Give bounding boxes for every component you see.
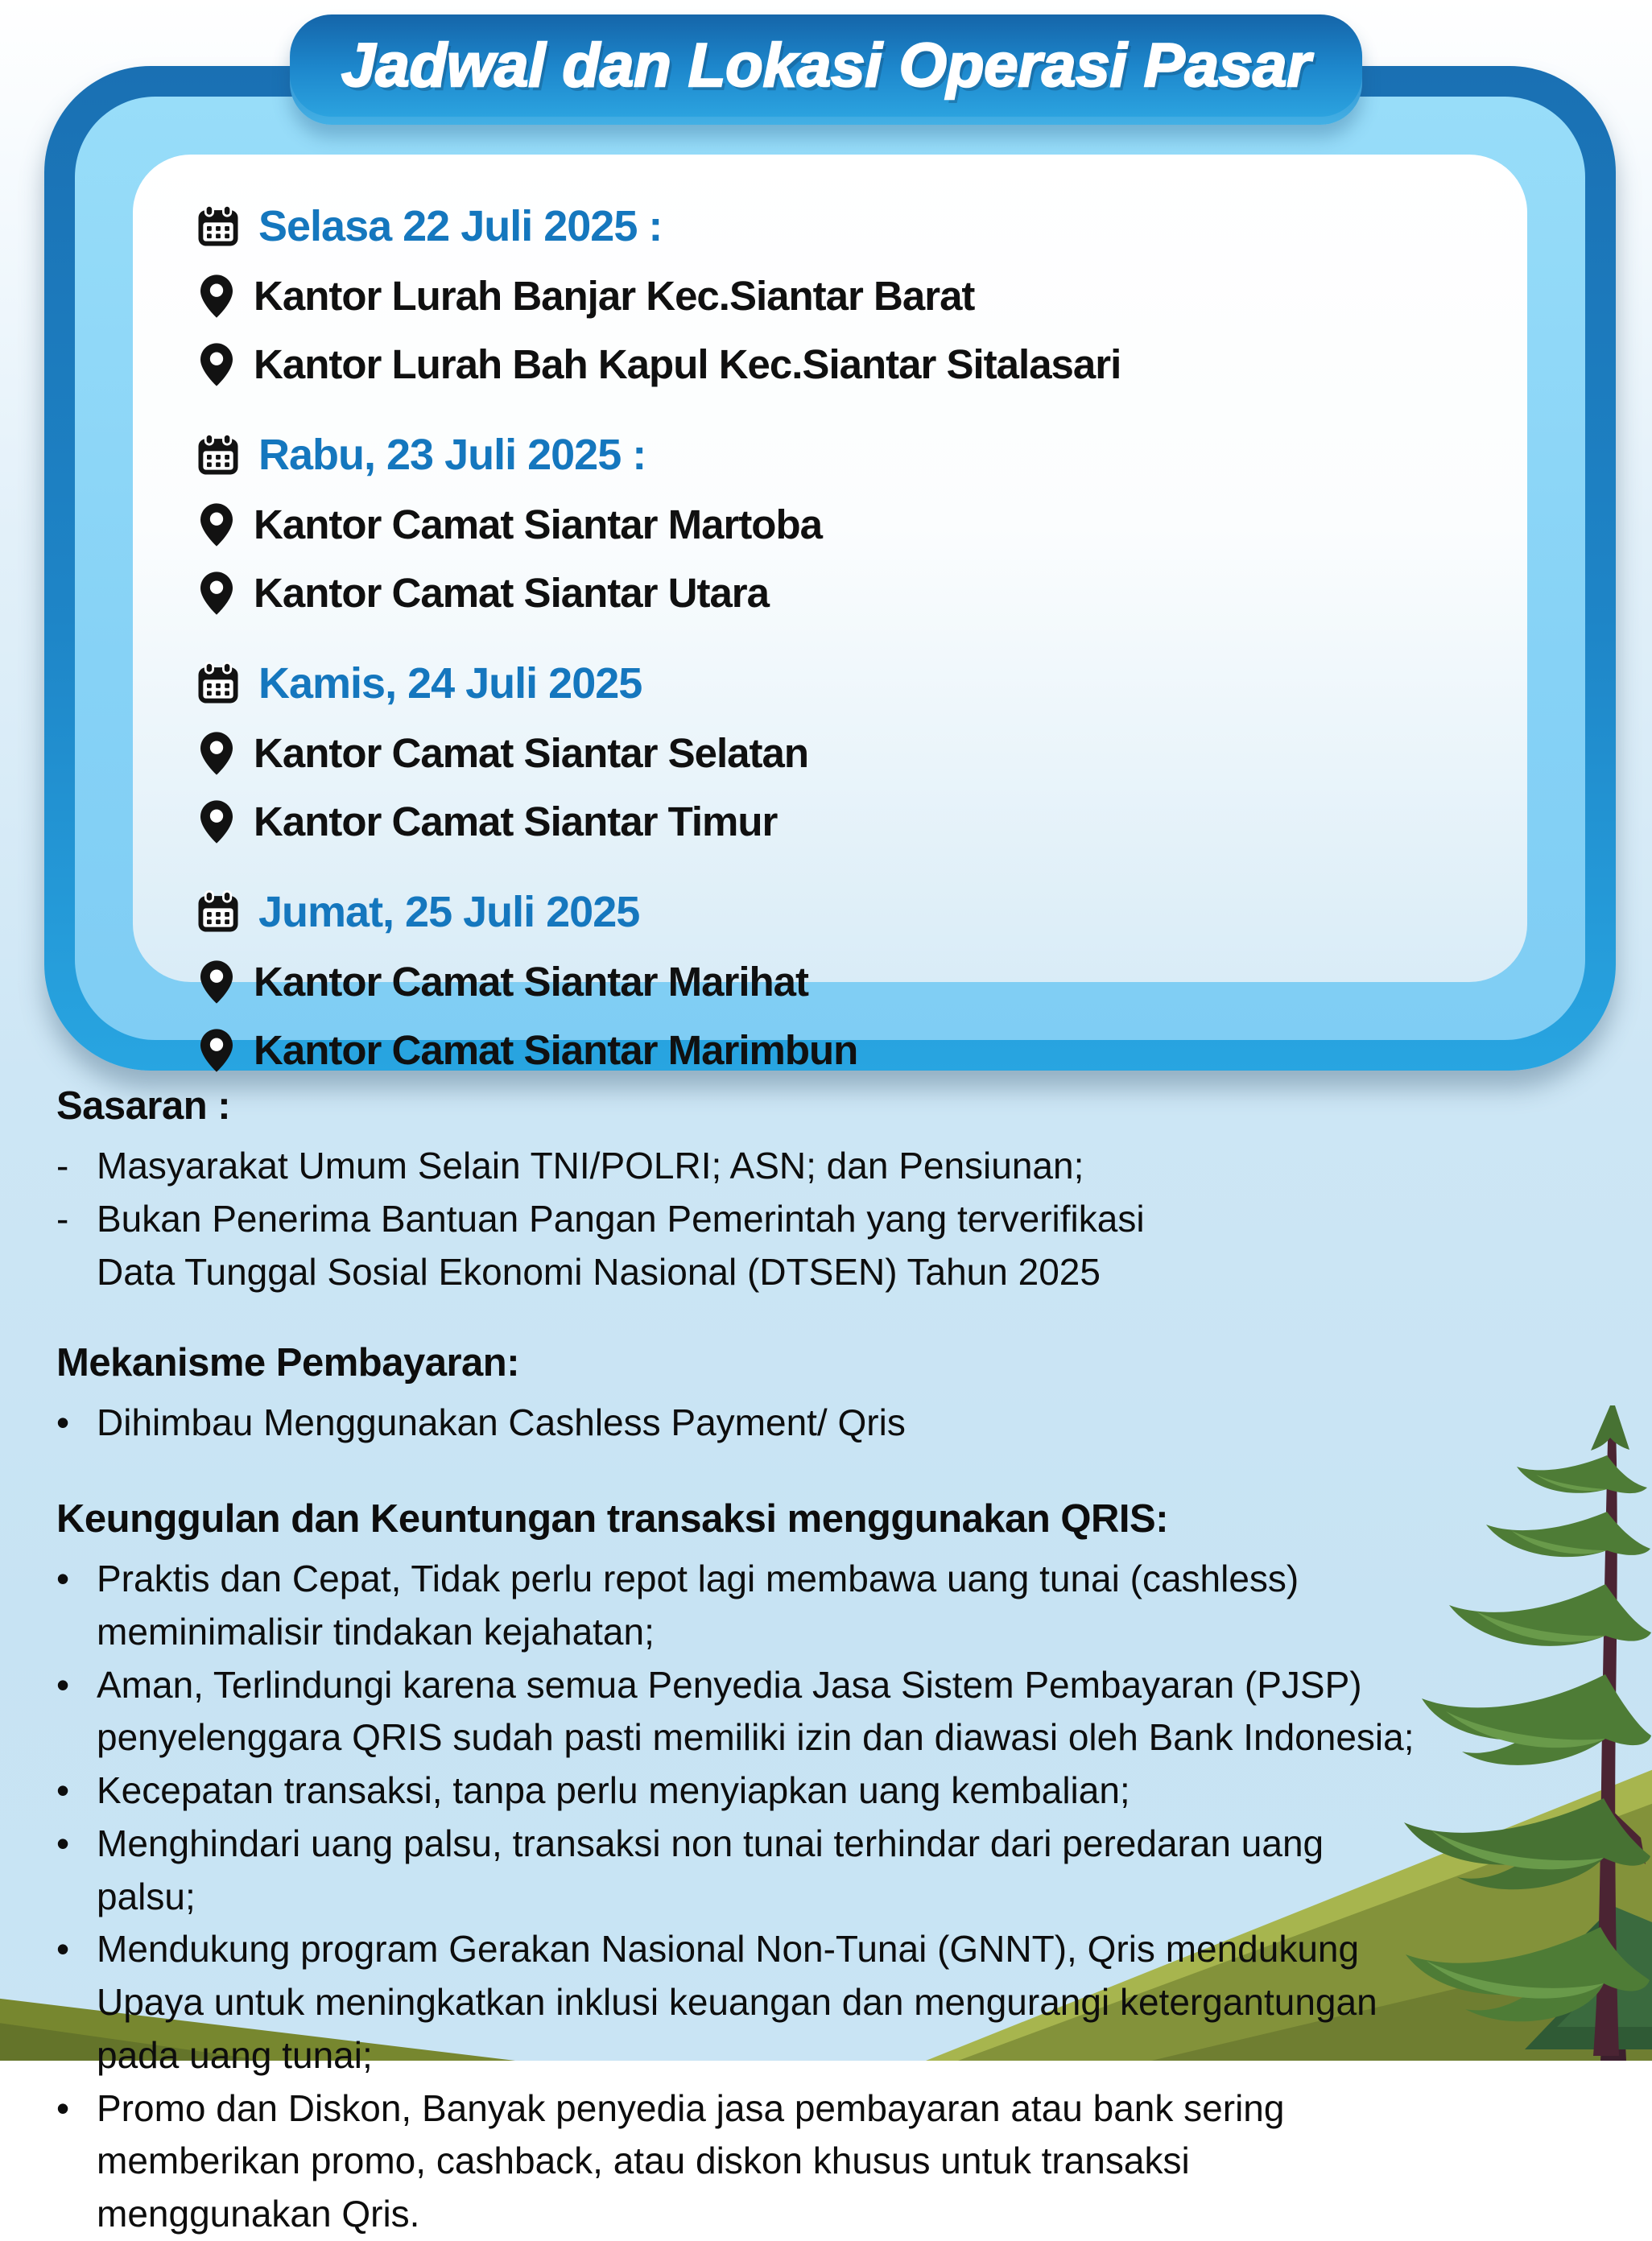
keunggulan-item-text: Praktis dan Cepat, Tidak perlu repot lagi membawa uang tunai (cashless)	[97, 1558, 1299, 1600]
dash-marker: -	[56, 1145, 69, 1187]
keunggulan-item	[56, 2082, 1586, 2241]
day-heading	[196, 201, 1479, 251]
mekanisme-heading: Mekanisme Pembayaran:	[56, 1341, 520, 1385]
location-row	[200, 569, 1479, 617]
day-date-label: Selasa 22 Juli 2025 :	[258, 202, 663, 250]
keunggulan-item-text: meminimalisir tindakan kejahatan;	[97, 1610, 655, 1653]
location-row	[200, 501, 1479, 548]
location-label: Kantor Camat Siantar Utara	[254, 570, 770, 616]
keunggulan-item-text: penyelenggara QRIS sudah pasti memiliki izin dan diawasi oleh Bank Indonesia;	[97, 1716, 1415, 1759]
title-banner	[290, 14, 1362, 125]
bullet-marker: •	[56, 1663, 70, 1706]
keunggulan-item	[56, 1553, 1586, 1659]
keunggulan-item-text: Aman, Terlindungi karena semua Penyedia Jasa Sistem Pembayaran (PJSP)	[97, 1663, 1362, 1706]
location-row	[200, 340, 1479, 388]
day-heading	[196, 430, 1479, 480]
location-row	[200, 958, 1479, 1005]
keunggulan-item-text: pada uang tunai;	[97, 2033, 373, 2076]
keunggulan-item	[56, 1923, 1586, 2082]
calendar-icon	[196, 204, 241, 249]
calendar-icon	[196, 889, 241, 935]
location-row	[200, 729, 1479, 777]
location-pin-icon	[200, 572, 233, 615]
dash-marker: -	[56, 1197, 69, 1240]
bullet-marker: •	[56, 1928, 70, 1971]
keunggulan-item-text: Mendukung program Gerakan Nasional Non-Tunai (GNNT), Qris mendukung	[97, 1928, 1360, 1971]
location-row	[200, 798, 1479, 845]
location-pin-icon	[200, 732, 233, 775]
sasaran-item-text: Masyarakat Umum Selain TNI/POLRI; ASN; dan Pensiunan;	[97, 1145, 1084, 1187]
keunggulan-item	[56, 1818, 1586, 1924]
keunggulan-item-text: Menghindari uang palsu, transaksi non tunai terhindar dari peredaran uang	[97, 1822, 1324, 1864]
day-date-label: Jumat, 25 Juli 2025	[258, 888, 640, 936]
calendar-icon	[196, 432, 241, 477]
schedule-box-inner-border	[75, 97, 1585, 1073]
sasaran-item-text: Bukan Penerima Bantuan Pangan Pemerintah yang terverifikasi	[97, 1197, 1145, 1240]
location-label: Kantor Camat Siantar Martoba	[254, 501, 822, 547]
keunggulan-item-text: memberikan promo, cashback, atau diskon khusus untuk transaksi	[97, 2140, 1190, 2182]
schedule-day-block	[196, 201, 1479, 388]
keunggulan-item	[56, 1659, 1586, 1765]
day-heading	[196, 887, 1479, 937]
schedule-box	[44, 66, 1616, 1071]
keunggulan-item-text: menggunakan Qris.	[97, 2193, 420, 2235]
bullet-marker: •	[56, 2086, 70, 2129]
calendar-icon	[196, 661, 241, 706]
body-copy	[56, 1083, 1586, 2241]
keunggulan-heading: Keunggulan dan Keuntungan transaksi menggunakan QRIS:	[56, 1497, 1169, 1541]
bullet-marker: •	[56, 1401, 70, 1444]
location-label: Kantor Camat Siantar Marihat	[254, 959, 808, 1005]
bullet-marker: •	[56, 1769, 70, 1812]
location-label: Kantor Lurah Bah Kapul Kec.Siantar Sitalasari	[254, 341, 1121, 387]
day-heading	[196, 658, 1479, 708]
keunggulan-item-text: Upaya untuk meningkatkan inklusi keuangan dan mengurangi ketergantungan	[97, 1981, 1377, 2024]
sasaran-item	[56, 1193, 1586, 1299]
day-date-label: Kamis, 24 Juli 2025	[258, 659, 642, 708]
keunggulan-item-text: Kecepatan transaksi, tanpa perlu menyiapkan uang kembalian;	[97, 1769, 1130, 1812]
keunggulan-item-text: palsu;	[97, 1875, 196, 1917]
bullet-marker: •	[56, 1558, 70, 1600]
location-pin-icon	[200, 960, 233, 1004]
sasaran-heading: Sasaran :	[56, 1084, 231, 1128]
schedule-day-block	[196, 887, 1479, 1074]
mekanisme-item-text: Dihimbau Menggunakan Cashless Payment/ Qris	[97, 1401, 906, 1444]
schedule-day-block	[196, 658, 1479, 845]
sasaran-item-text: Data Tunggal Sosial Ekonomi Nasional (DTSEN) Tahun 2025	[97, 1250, 1101, 1293]
poster-title: Jadwal dan Lokasi Operasi Pasar	[341, 31, 1311, 100]
bullet-marker: •	[56, 1822, 70, 1864]
schedule-day-block	[196, 430, 1479, 617]
keunggulan-item	[56, 1764, 1586, 1818]
day-date-label: Rabu, 23 Juli 2025 :	[258, 431, 646, 479]
location-row	[200, 1026, 1479, 1074]
location-row	[200, 272, 1479, 320]
location-pin-icon	[200, 1029, 233, 1072]
location-pin-icon	[200, 503, 233, 547]
location-label: Kantor Camat Siantar Timur	[254, 799, 778, 844]
location-pin-icon	[200, 343, 233, 386]
sasaran-item	[56, 1140, 1586, 1193]
schedule-box-content	[133, 155, 1527, 1073]
location-label: Kantor Camat Siantar Marimbun	[254, 1027, 858, 1073]
location-label: Kantor Camat Siantar Selatan	[254, 730, 809, 776]
mekanisme-item	[56, 1397, 1586, 1450]
location-label: Kantor Lurah Banjar Kec.Siantar Barat	[254, 273, 975, 319]
location-pin-icon	[200, 800, 233, 844]
location-pin-icon	[200, 274, 233, 318]
keunggulan-item-text: Promo dan Diskon, Banyak penyedia jasa pembayaran atau bank sering	[97, 2086, 1285, 2129]
